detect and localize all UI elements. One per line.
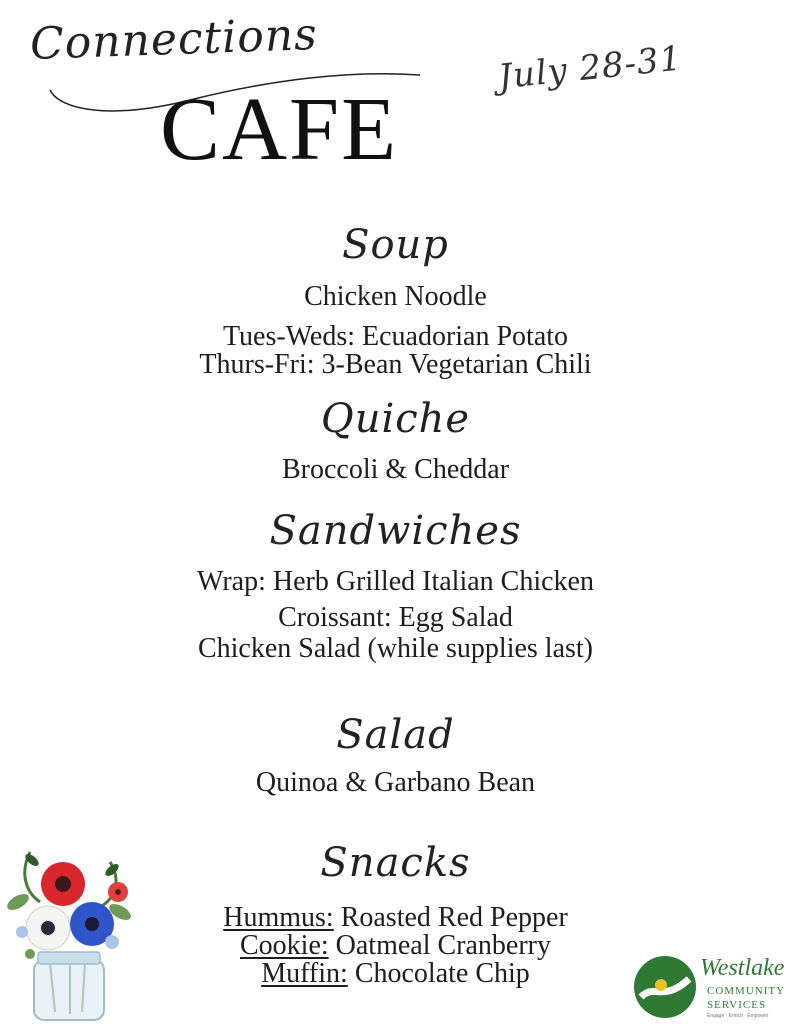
menu-item: Broccoli & Cheddar [281, 454, 510, 485]
section-heading-sandwiches: Sandwiches [269, 508, 522, 554]
menu-item: Tues-Weds: Ecuadorian Potato [222, 321, 569, 352]
section-heading-salad: Salad [336, 712, 455, 758]
menu-item: Croissant: Egg Salad [278, 602, 513, 633]
logo-subtitle-line2: SERVICES [707, 999, 767, 1011]
snack-value: Roasted Red Pepper [340, 902, 568, 933]
section-heading-soup: Soup [342, 222, 449, 268]
section-heading-snacks: Snacks [320, 840, 471, 886]
menu-item: Wrap: Herb Grilled Italian Chicken [197, 566, 594, 597]
brand-script-title: Connections [29, 8, 319, 71]
westlake-logo-icon [633, 955, 697, 1019]
logo-name: Westlake [700, 955, 785, 981]
brand-cafe-title: CAFE [160, 80, 399, 179]
section-heading-quiche: Quiche [320, 396, 471, 442]
menu-item: Chicken Salad (while supplies last) [197, 633, 594, 664]
snack-label: Hummus: [223, 902, 334, 933]
menu-item: Thurs-Fri: 3-Bean Vegetarian Chili [199, 349, 592, 380]
snack-value: Oatmeal Cranberry [335, 930, 552, 961]
menu-item: Quinoa & Garbano Bean [255, 767, 536, 798]
logo-tagline: Engage · Enrich · Empower [707, 1013, 769, 1019]
date-range: July 28-31 [496, 38, 685, 98]
logo-subtitle-line1: COMMUNITY [707, 985, 786, 997]
snack-value: Chocolate Chip [354, 958, 530, 989]
menu-item: Chicken Noodle [304, 281, 487, 312]
flower-bouquet-icon [0, 842, 140, 1024]
snack-label: Cookie: [239, 930, 329, 961]
snack-label: Muffin: [261, 958, 348, 989]
